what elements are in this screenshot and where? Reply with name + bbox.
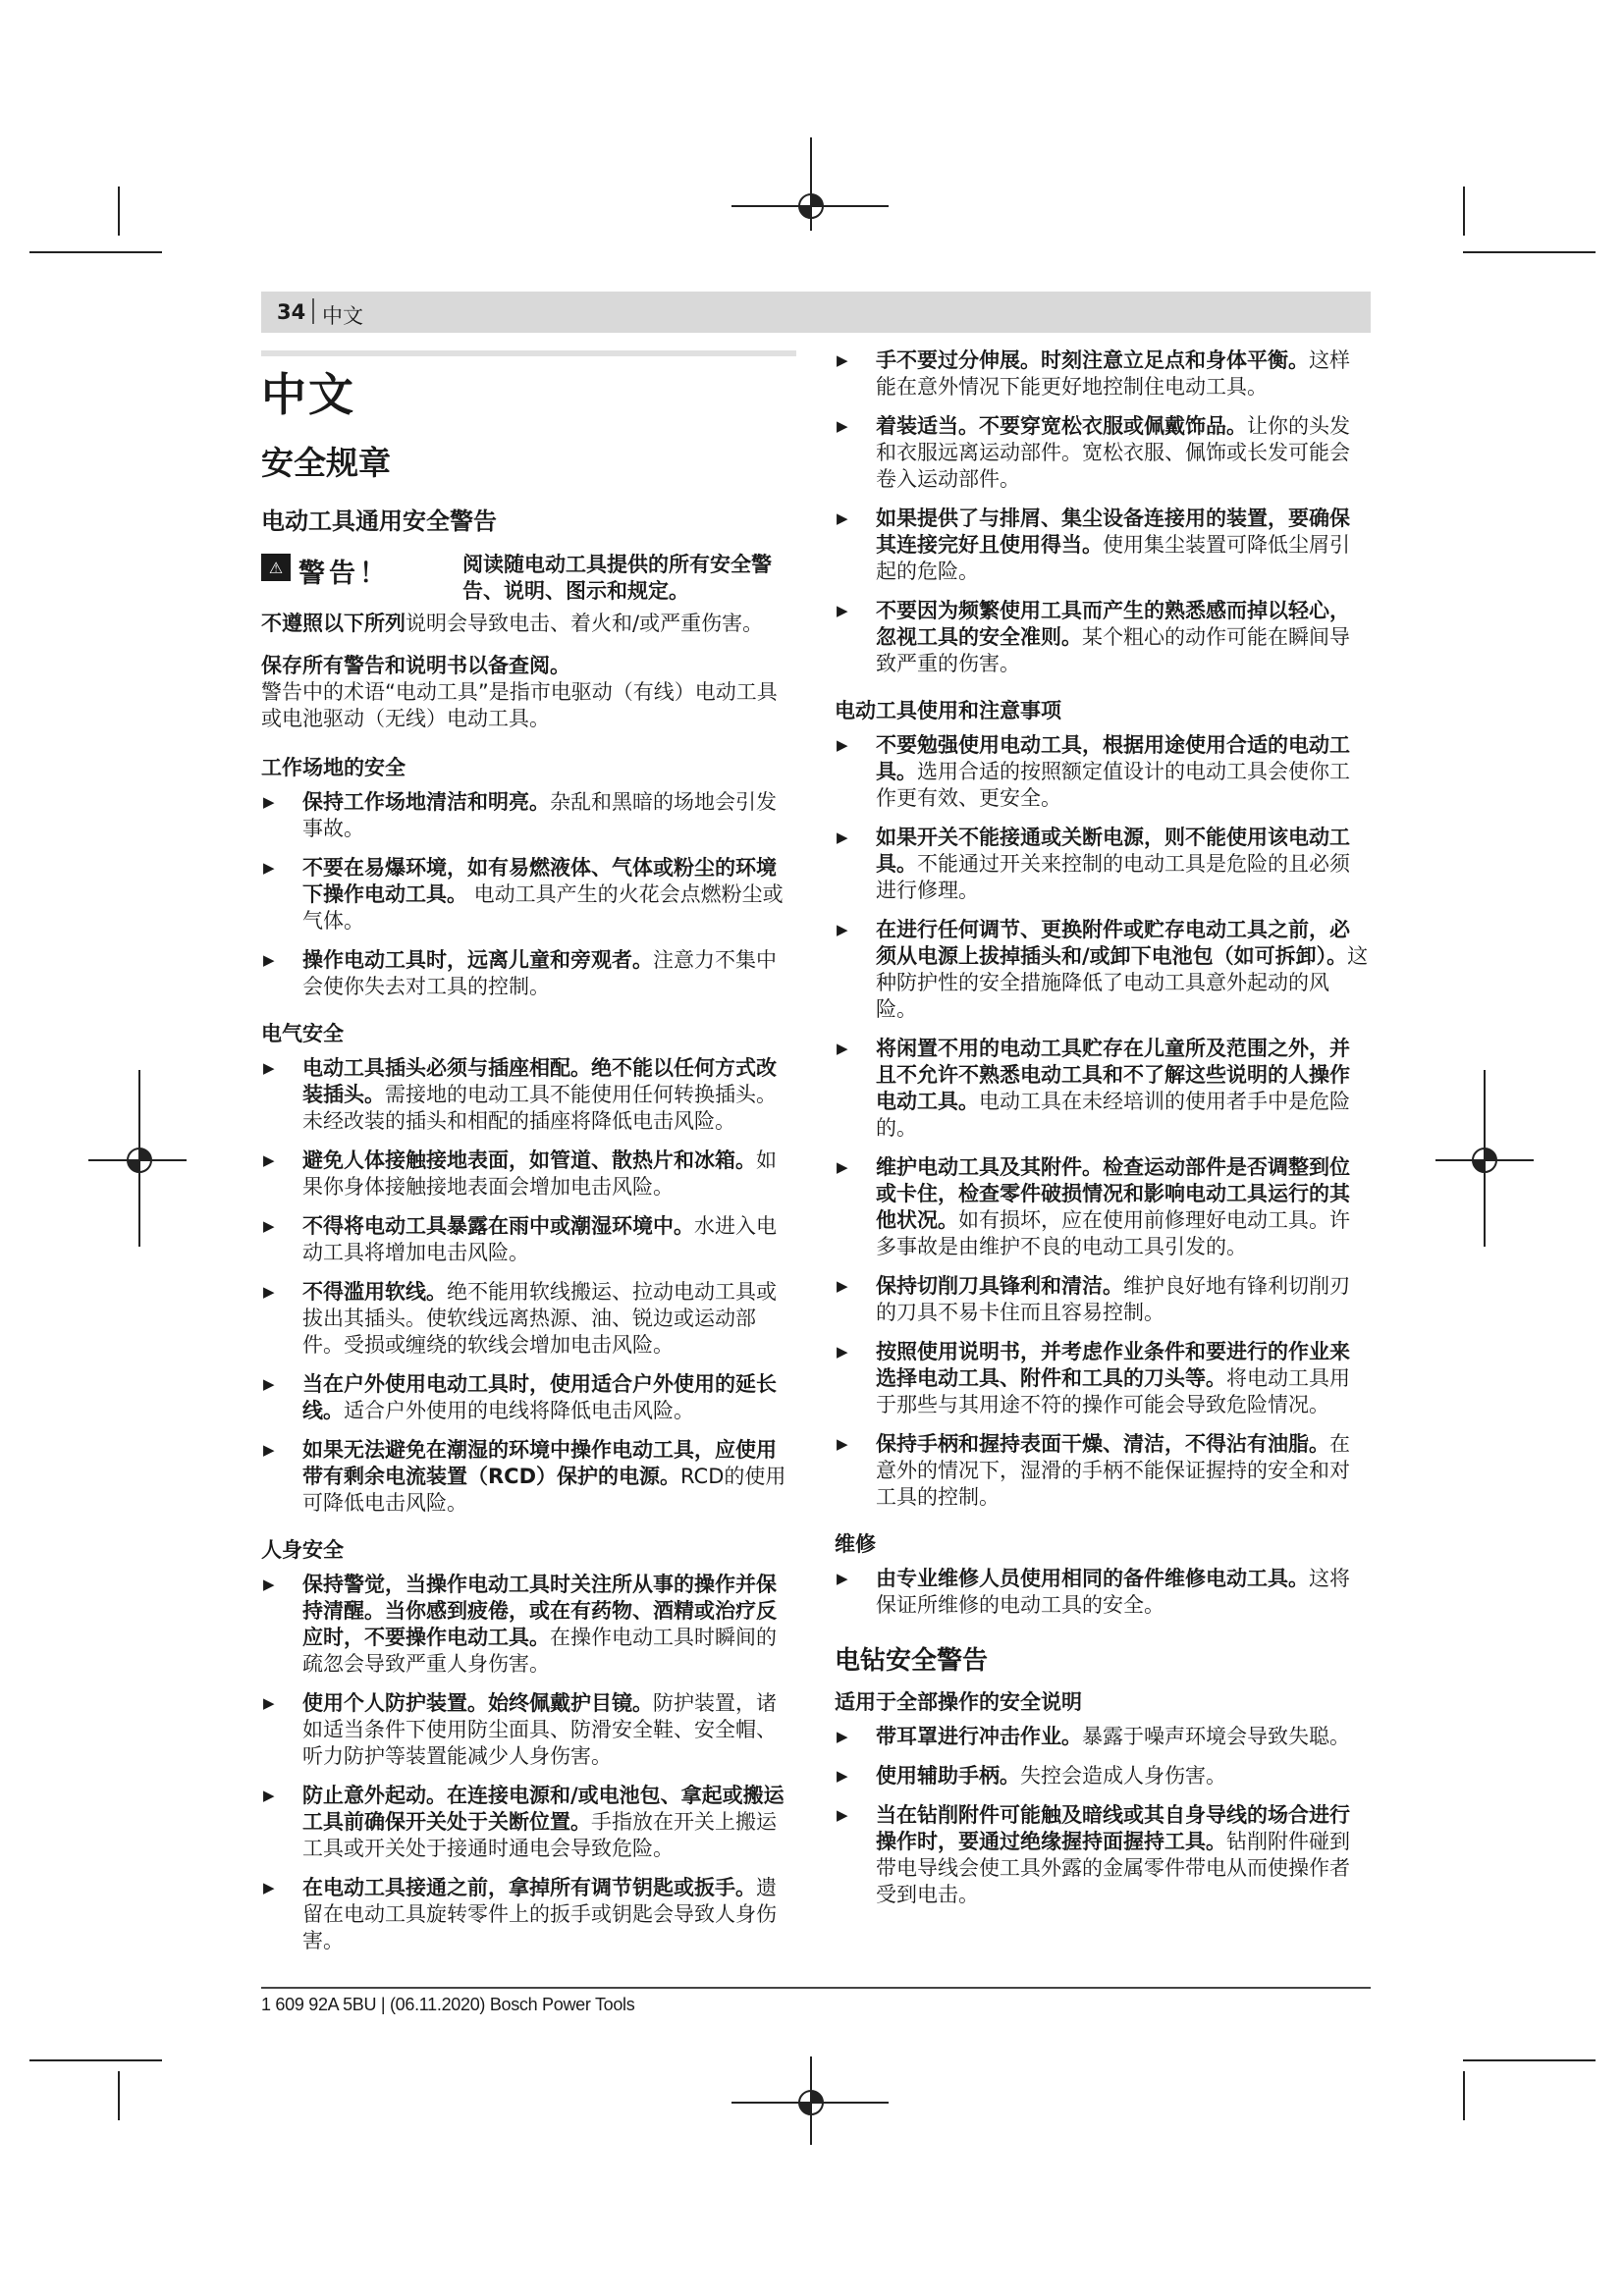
intro-paragraph: 不遵照以下所列说明会导致电击、着火和/或严重伤害。 — [261, 612, 764, 635]
crop-mark — [88, 1159, 187, 1161]
list-item: ▶ 带耳罩进行冲击作业。暴露于噪声环境会导致失聪。 — [837, 1725, 1350, 1748]
bullet-icon: ▶ — [263, 793, 275, 811]
bullet-icon: ▶ — [263, 1283, 275, 1301]
bullet-icon: ▶ — [837, 1435, 848, 1453]
bullet-icon: ▶ — [263, 1787, 275, 1804]
right-column — [835, 347, 1370, 1921]
crop-mark — [118, 2071, 120, 2120]
bullet-icon: ▶ — [837, 1767, 848, 1785]
list-item: ▶ 保持工作场地清洁和明亮。杂乱和黑暗的场地会引发事故。 — [263, 790, 777, 840]
bullet-icon: ▶ — [837, 828, 848, 846]
crop-mark — [1484, 1070, 1486, 1247]
list-item: ▶ 由专业维修人员使用相同的备件维修电动工具。这将保证所维修的电动工具的安全。 — [837, 1567, 1350, 1617]
bullet-icon: ▶ — [837, 1343, 848, 1361]
list-item: ▶ 当在户外使用电动工具时，使用适合户外使用的延长线。适合户外使用的电线将降低电击风险。 — [263, 1372, 777, 1422]
bullet-icon: ▶ — [263, 1694, 275, 1712]
sub-heading: 电动工具通用安全警告 — [261, 507, 497, 535]
crop-mark — [1463, 187, 1465, 236]
bullet-icon: ▶ — [263, 951, 275, 969]
keep-instructions: 保存所有警告和说明书以备查阅。 — [261, 654, 570, 677]
section-title: 人身安全 — [261, 1538, 344, 1562]
bullet-icon: ▶ — [837, 1570, 848, 1587]
term-definition: 警告中的术语“电动工具”是指市电驱动（有线）电动工具或电池驱动（无线）电动工具。 — [261, 680, 778, 730]
list-item: ▶ 避免人体接触接地表面，如管道、散热片和冰箱。如果你身体接触接地表面会增加电击风险。 — [263, 1148, 777, 1199]
list-item: ▶ 不得滥用软线。绝不能用软线搬运、拉动电动工具或拔出其插头。使软线远离热源、油、锐边或运动部件。受损或缠绕的软线会增加电击风险。 — [263, 1280, 777, 1357]
crop-mark — [138, 1070, 140, 1247]
list-item: ▶ 防止意外起动。在连接电源和/或电池包、拿起或搬运工具前确保开关处于关断位置。手指放在开关上搬运工具或开关处于接通时通电会导致危险。 — [263, 1784, 785, 1860]
list-item: ▶ 不要勉强使用电动工具，根据用途使用合适的电动工具。选用合适的按照额定值设计的电动工具会使你工作更有效、更安全。 — [837, 733, 1350, 810]
section-title: 维修 — [835, 1532, 876, 1556]
bullet-icon: ▶ — [837, 921, 848, 938]
drill-heading: 电钻安全警告 — [835, 1646, 989, 1676]
footer-text: 1 609 92A 5BU | (06.11.2020) Bosch Power Tools — [261, 1995, 635, 2014]
list-item: ▶ 不要因为频繁使用工具而产生的熟悉感而掉以轻心，忽视工具的安全准则。某个粗心的动作可能在瞬间导致严重的伤害。 — [837, 599, 1350, 675]
list-item: ▶ 保持手柄和握持表面干燥、清洁，不得沾有油脂。在意外的情况下，湿滑的手柄不能保证握持的安全和对工具的控制。 — [837, 1432, 1350, 1509]
crop-mark — [29, 2059, 162, 2061]
bullet-icon: ▶ — [837, 351, 848, 369]
crop-mark — [810, 2056, 812, 2145]
header-language: 中文 — [322, 304, 363, 328]
section-title: 工作场地的安全 — [261, 756, 406, 779]
bullet-icon: ▶ — [837, 1728, 848, 1745]
bullet-icon: ▶ — [837, 736, 848, 754]
crop-mark — [1435, 1159, 1534, 1161]
warning-label: 警告！ — [298, 559, 390, 589]
list-item: ▶ 将闲置不用的电动工具贮存在儿童所及范围之外，并且不允许不熟悉电动工具和不了解这些说明的人操作电动工具。电动工具在未经培训的使用者手中是危险的。 — [837, 1037, 1350, 1140]
list-item: ▶ 维护电动工具及其附件。检查运动部件是否调整到位或卡住，检查零件破损情况和影响电动工具运行的其他状况。如有损坏，应在使用前修理好电动工具。许多事故是由维护不良的电动工具引发的。 — [837, 1155, 1350, 1258]
bullet-icon: ▶ — [263, 1151, 275, 1169]
bullet-icon: ▶ — [837, 417, 848, 435]
bullet-icon: ▶ — [263, 1879, 275, 1896]
bullet-icon: ▶ — [263, 1375, 275, 1393]
list-item: ▶ 着装适当。不要穿宽松衣服或佩戴饰品。让你的头发和衣服远离运动部件。宽松衣服、佩饰或长发可能会卷入运动部件。 — [837, 414, 1350, 491]
list-item: ▶ 使用个人防护装置。始终佩戴护目镜。防护装置，诸如适当条件下使用防尘面具、防滑安全鞋、安全帽、听力防护等装置能减少人身伤害。 — [263, 1691, 777, 1768]
bullet-icon: ▶ — [837, 602, 848, 619]
crop-mark — [1463, 251, 1596, 253]
section-title: 电气安全 — [261, 1022, 344, 1045]
crop-mark — [118, 187, 120, 236]
crop-mark — [29, 251, 162, 253]
bullet-icon: ▶ — [263, 1217, 275, 1235]
left-column — [261, 347, 796, 1967]
bullet-icon: ▶ — [263, 1575, 275, 1593]
list-item: ▶ 手不要过分伸展。时刻注意立足点和身体平衡。这样能在意外情况下能更好地控制住电动工具。 — [837, 348, 1350, 399]
list-item: ▶ 在进行任何调节、更换附件或贮存电动工具之前，必须从电源上拔掉插头和/或卸下电池包（如可拆卸）。这种防护性的安全措施降低了电动工具意外起动的风险。 — [837, 918, 1369, 1021]
crop-mark — [1463, 2059, 1596, 2061]
warning-triangle-icon: ⚠ — [261, 554, 291, 581]
list-item: ▶ 操作电动工具时，远离儿童和旁观者。注意力不集中会使你失去对工具的控制。 — [263, 948, 777, 998]
bullet-icon: ▶ — [837, 1277, 848, 1295]
page-number: 34 — [277, 300, 306, 324]
list-item: ▶ 如果提供了与排屑、集尘设备连接用的装置，要确保其连接完好且使用得当。使用集尘装置可降低尘屑引起的危险。 — [837, 507, 1350, 583]
main-heading: 安全规章 — [261, 444, 391, 482]
list-item: ▶ 不要在易爆环境，如有易燃液体、气体或粉尘的环境下操作电动工具。 电动工具产生的火花会点燃粉尘或气体。 — [263, 856, 784, 933]
crop-mark — [731, 205, 889, 207]
language-heading: 中文 — [261, 368, 355, 421]
bullet-icon: ▶ — [837, 1040, 848, 1057]
list-item: ▶ 保持警觉，当操作电动工具时关注所从事的操作并保持清醒。当你感到疲倦，或在有药物、酒精或治疗反应时，不要操作电动工具。在操作电动工具时瞬间的疏忽会导致严重人身伤害。 — [263, 1573, 777, 1676]
bullet-icon: ▶ — [837, 509, 848, 527]
section-title: 适用于全部操作的安全说明 — [835, 1690, 1082, 1714]
list-item: ▶ 如果开关不能接通或关断电源，则不能使用该电动工具。不能通过开关来控制的电动工具是危险的且必须进行修理。 — [837, 826, 1350, 902]
list-item: ▶ 按照使用说明书，并考虑作业条件和要进行的作业来选择电动工具、附件和工具的刀头等。将电动工具用于那些与其用途不符的操作可能会导致危险情况。 — [837, 1340, 1350, 1416]
bullet-icon: ▶ — [263, 859, 275, 877]
bullet-icon: ▶ — [837, 1806, 848, 1824]
list-item: ▶ 保持切削刀具锋利和清洁。维护良好地有锋利切削刃的刀具不易卡住而且容易控制。 — [837, 1274, 1350, 1324]
warning-text: 阅读随电动工具提供的所有安全警告、说明、图示和规定。 — [462, 553, 772, 603]
crop-mark — [810, 137, 812, 231]
list-item: ▶ 不得将电动工具暴露在雨中或潮湿环境中。水进入电动工具将增加电击风险。 — [263, 1214, 777, 1264]
list-item: ▶ 使用辅助手柄。失控会造成人身伤害。 — [837, 1764, 1226, 1788]
list-item: ▶ 当在钻削附件可能触及暗线或其自身导线的场合进行操作时，要通过绝缘握持面握持工具。钻削附件碰到带电导线会使工具外露的金属零件带电从而使操作者受到电击。 — [837, 1803, 1350, 1906]
bullet-icon: ▶ — [263, 1059, 275, 1077]
bullet-icon: ▶ — [263, 1441, 275, 1459]
warning-block — [261, 552, 796, 605]
list-item: ▶ 电动工具插头必须与插座相配。绝不能以任何方式改装插头。需接地的电动工具不能使用任何转换插头。未经改装的插头和相配的插座将降低电击风险。 — [263, 1056, 777, 1133]
header-separator — [312, 298, 314, 324]
footer-rule — [261, 1987, 1371, 1989]
section-title: 电动工具使用和注意事项 — [835, 699, 1061, 722]
crop-mark — [1463, 2071, 1465, 2120]
crop-mark — [731, 2102, 889, 2104]
list-item: ▶ 在电动工具接通之前，拿掉所有调节钥匙或扳手。遗留在电动工具旋转零件上的扳手或钥匙会导致人身伤害。 — [263, 1876, 777, 1952]
page-header — [261, 292, 1371, 333]
bullet-icon: ▶ — [837, 1158, 848, 1176]
list-item: ▶ 如果无法避免在潮湿的环境中操作电动工具，应使用带有剩余电流装置（RCD）保护的电源。RCD的使用可降低电击风险。 — [263, 1438, 786, 1515]
